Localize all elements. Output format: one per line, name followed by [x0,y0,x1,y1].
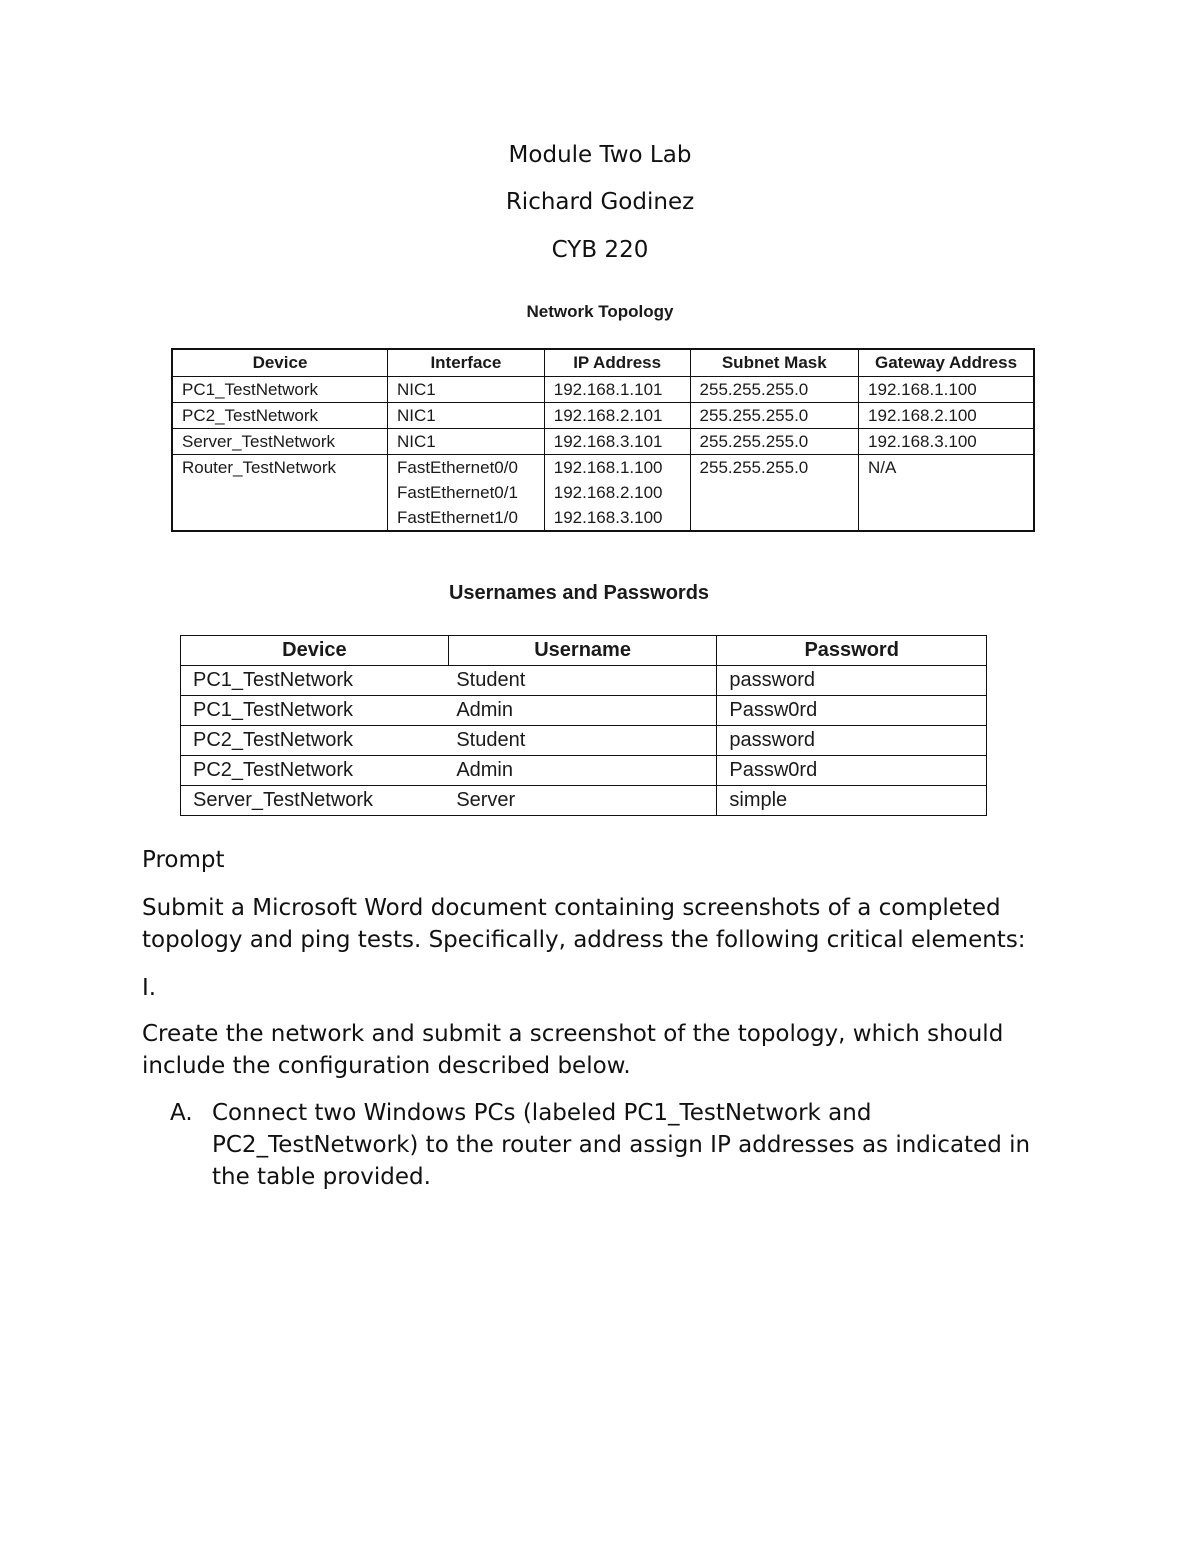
usernames-passwords-table [180,635,987,816]
interface-cell: NIC1 [387,377,544,403]
section-marker: I. [142,975,157,1001]
interface-line: FastEthernet1/0 [396,508,518,527]
prompt-heading: Prompt [142,847,225,873]
credentials-table-title: Usernames and Passwords [448,582,710,604]
subnet-mask-cell: 255.255.255.0 [690,455,859,532]
interface-cell [387,455,544,532]
subnet-mask-cell: 255.255.255.0 [690,429,859,455]
table-header-row [172,349,1034,377]
column-header-device: Device [172,349,387,377]
topology-table-title: Network Topology [526,302,674,321]
device-cell: PC2_TestNetwork [172,403,387,429]
device-cell: Router_TestNetwork [172,455,387,532]
column-header-interface: Interface [387,349,544,377]
prompt-intro-paragraph: Submit a Microsoft Word document containing screenshots of a completed topology and ping tests. Specifically, address the following critical elements: [142,895,1026,953]
ip-address-cell: 192.168.2.101 [544,403,690,429]
ip-address-line: 192.168.1.100 [553,458,663,477]
gateway-cell: 192.168.3.100 [859,429,1034,455]
table-row [181,666,987,696]
password-cell: password [717,666,987,696]
username-cell: Student [448,666,717,696]
ip-address-cell [544,455,690,532]
username-cell: Server [448,786,717,816]
list-item-text: Connect two Windows PCs (labeled PC1_TestNetwork and PC2_TestNetwork) to the router and assign IP addresses as indicated in the table provided. [212,1100,1031,1190]
device-cell: PC2_TestNetwork [181,726,449,756]
column-header-gateway-address: Gateway Address [859,349,1034,377]
ip-address-line: 192.168.3.100 [553,508,663,527]
table-row [181,756,987,786]
column-header-subnet-mask: Subnet Mask [690,349,859,377]
password-cell: simple [717,786,987,816]
table-row [172,429,1034,455]
device-cell: Server_TestNetwork [181,786,449,816]
device-cell: PC2_TestNetwork [181,756,449,786]
section-paragraph: Create the network and submit a screenshot of the topology, which should include the configuration described below. [142,1021,1004,1079]
device-cell: Server_TestNetwork [172,429,387,455]
table-header-row [181,636,987,666]
ip-address-cell: 192.168.1.101 [544,377,690,403]
author-name: Richard Godinez [505,189,695,215]
password-cell: Passw0rd [717,696,987,726]
username-cell: Admin [448,756,717,786]
course-code: CYB 220 [551,237,649,263]
column-header-device: Device [181,636,449,666]
interface-line: FastEthernet0/1 [396,483,518,502]
column-header-password: Password [717,636,987,666]
interface-cell: NIC1 [387,403,544,429]
device-cell: PC1_TestNetwork [172,377,387,403]
ip-address-line: 192.168.2.100 [553,483,663,502]
column-header-ip-address: IP Address [544,349,690,377]
ip-address-cell: 192.168.3.101 [544,429,690,455]
password-cell: password [717,726,987,756]
table-row [181,726,987,756]
subnet-mask-cell: 255.255.255.0 [690,377,859,403]
list-item-marker: A. [170,1100,193,1126]
table-row [181,786,987,816]
interface-line: FastEthernet0/0 [396,458,518,477]
table-row [172,403,1034,429]
table-row [181,696,987,726]
username-cell: Admin [448,696,717,726]
subnet-mask-cell: 255.255.255.0 [690,403,859,429]
table-row [172,455,1034,532]
network-topology-table [171,348,1035,532]
gateway-cell: 192.168.2.100 [859,403,1034,429]
device-cell: PC1_TestNetwork [181,696,449,726]
document-title: Module Two Lab [508,142,692,168]
gateway-cell: N/A [859,455,1034,532]
column-header-username: Username [448,636,717,666]
interface-cell: NIC1 [387,429,544,455]
device-cell: PC1_TestNetwork [181,666,449,696]
password-cell: Passw0rd [717,756,987,786]
username-cell: Student [448,726,717,756]
table-row [172,377,1034,403]
gateway-cell: 192.168.1.100 [859,377,1034,403]
